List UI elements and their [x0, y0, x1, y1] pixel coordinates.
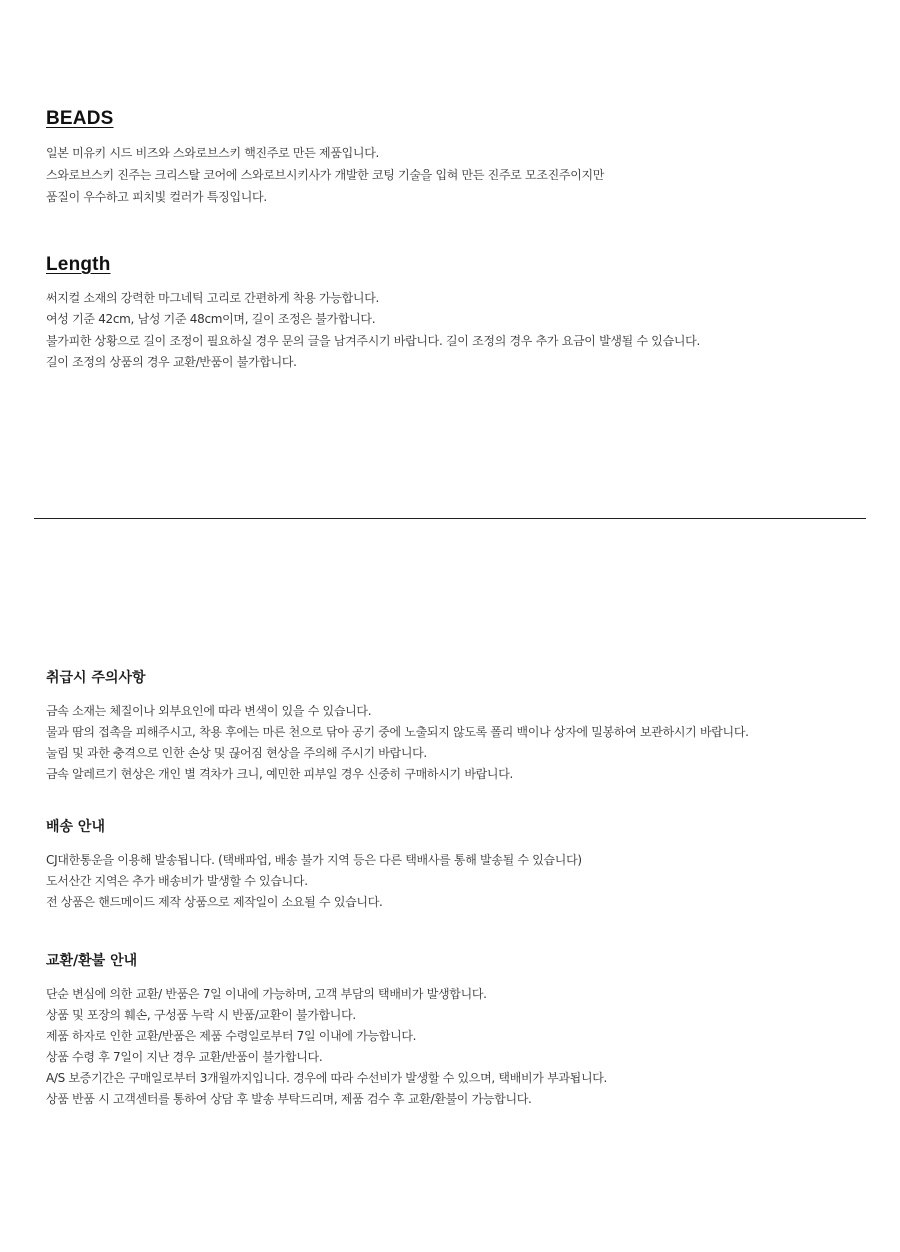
beads-title: BEADS [46, 108, 114, 129]
care-title: 취급시 주의사항 [46, 670, 146, 686]
text-line: 상품 및 포장의 훼손, 구성품 누락 시 반품/교환이 불가합니다. [46, 1008, 356, 1022]
care-text [46, 701, 886, 785]
exchange-text [46, 984, 886, 1110]
text-line: 물과 땀의 접촉을 피해주시고, 착용 후에는 마른 천으로 닦아 공기 중에 노출되지 않도록 폴리 백이나 상자에 밀봉하여 보관하시기 바랍니다. [46, 725, 749, 739]
text-line: 전 상품은 핸드메이드 제작 상품으로 제작일이 소요될 수 있습니다. [46, 895, 383, 909]
text-line: 도서산간 지역은 추가 배송비가 발생할 수 있습니다. [46, 874, 308, 888]
section-divider [34, 518, 866, 519]
text-line: A/S 보증기간은 구매일로부터 3개월까지입니다. 경우에 따라 수선비가 발생할 수 있으며, 택배비가 부과됩니다. [46, 1071, 608, 1085]
text-line: 일본 미유키 시드 비즈와 스와로브스키 핵진주로 만든 제품입니다. [46, 146, 380, 160]
text-line: 품질이 우수하고 피치빛 컬러가 특징입니다. [46, 190, 267, 204]
exchange-section [46, 950, 886, 1110]
text-line: CJ대한통운을 이용해 발송됩니다. (택배파업, 배송 불가 지역 등은 다른 택배사를 통해 발송될 수 있습니다) [46, 853, 582, 867]
text-line: 단순 변심에 의한 교환/ 반품은 7일 이내에 가능하며, 고객 부담의 택배비가 발생합니다. [46, 987, 487, 1001]
text-line: 스와로브스키 진주는 크리스탈 코어에 스와로브시키사가 개발한 코팅 기술을 입혀 만든 진주로 모조진주이지만 [46, 168, 605, 182]
shipping-title: 배송 안내 [46, 819, 105, 835]
length-title: Length [46, 254, 111, 275]
text-line: 써지컬 소재의 강력한 마그네틱 고리로 간편하게 착용 가능합니다. [46, 291, 380, 305]
text-line: 길이 조정의 상품의 경우 교환/반품이 불가합니다. [46, 354, 297, 369]
shipping-text [46, 850, 886, 913]
shipping-section [46, 816, 886, 913]
text-line: 눌림 및 과한 충격으로 인한 손상 및 끊어짐 현상을 주의해 주시기 바랍니다. [46, 746, 427, 760]
text-line: 금속 소재는 체질이나 외부요인에 따라 변색이 있을 수 있습니다. [46, 704, 372, 718]
beads-section [46, 108, 886, 208]
length-text [46, 288, 886, 373]
care-section [46, 667, 886, 785]
text-line: 제품 하자로 인한 교환/반품은 제품 수령일로부터 7일 이내에 가능합니다. [46, 1029, 417, 1043]
text-line: 금속 알레르기 현상은 개인 별 격차가 크니, 예민한 피부일 경우 신중히 구매하시기 바랍니다. [46, 767, 514, 781]
beads-text [46, 142, 886, 208]
text-line: 여성 기준 42cm, 남성 기준 48cm이며, 길이 조정은 불가합니다. [46, 312, 376, 327]
text-line: 상품 수령 후 7일이 지난 경우 교환/반품이 불가합니다. [46, 1050, 323, 1064]
text-line: 불가피한 상황으로 길이 조정이 필요하실 경우 문의 글을 남겨주시기 바랍니다. 길이 조정의 경우 추가 요금이 발생될 수 있습니다. [46, 333, 700, 348]
exchange-title: 교환/환불 안내 [46, 953, 138, 969]
text-line: 상품 반품 시 고객센터를 통하여 상담 후 발송 부탁드리며, 제품 검수 후 교환/환불이 가능합니다. [46, 1092, 532, 1106]
length-section [46, 254, 886, 373]
